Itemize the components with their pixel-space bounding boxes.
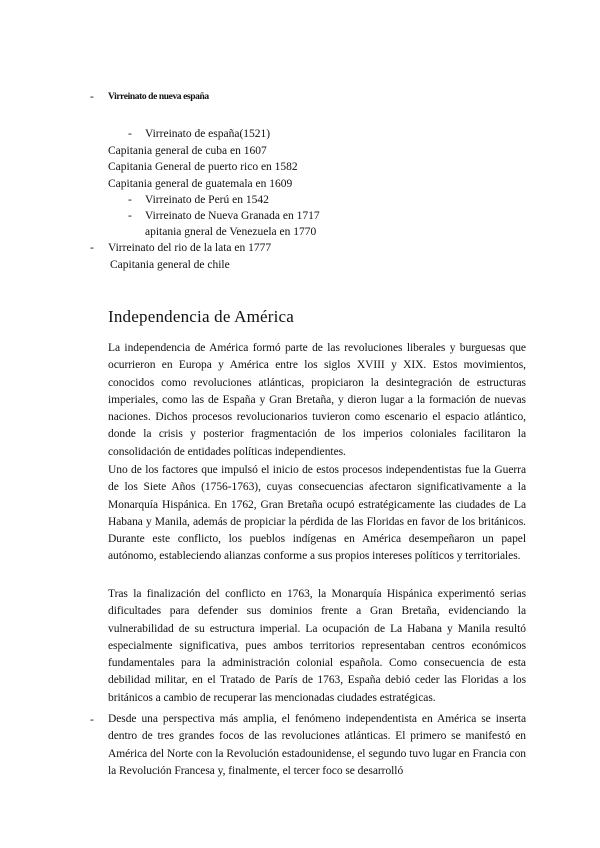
list-dash: - [128,128,132,140]
list-dash: - [90,242,94,254]
list-item: Virreinato de Perú en 1542 [145,194,269,206]
section-title: Independencia de América [108,307,295,326]
list-item: apitania gneral de Venezuela en 1770 [145,226,317,238]
list-item: Capitania general de cuba en 1607 [108,145,267,157]
list-dash: - [90,91,94,103]
list-item: Virreinato de Nueva Granada en 1717 [145,210,320,222]
paragraph: Uno de los factores que impulsó el inicio de estos procesos independentistas fue la Guerra de los Siete Años (1756-1763), cuyas consecuencias afectaron significativamente a la Monarquía Hispánica. En 1762, Gran Bretaña ocupó estratégicamente las ciudades de La Habana y Manila, además de propiciar la pérdida de las Floridas en favor de los británicos. Durante este conflicto, los pueblos indígenas en América desempeñaron un papel autónomo, estableciendo alianzas conforme a sus propios intereses políticos y territoriales. [108,464,526,563]
list-dash: - [128,210,132,222]
list-heading: Virreinato de nueva españa [108,92,209,102]
paragraph: La independencia de América formó parte de las revoluciones liberales y burguesas que ocurrieron en Europa y América entre los siglos XVIII y XIX. Estos movimientos, conocidos como revoluciones atlánticas, propiciaron la desintegración de estructuras imperiales, como las de España y Gran Bretaña, y dieron lugar a la formación de nuevas naciones. Dichos procesos revolucionarios tuvieron como escenario el espacio atlántico, donde la crisis y posterior fragmentación de los imperios coloniales facilitaron la consolidación de entidades políticas independientes. [108,342,526,458]
list-item: Virreinato del rio de la lata en 1777 [108,242,272,254]
list-item: Capitania general de chile [110,259,230,271]
paragraph: Desde una perspectiva más amplia, el fenómeno independentista en América se inserta dentro de tres grandes focos de las revoluciones atlánticas. El primero se manifestó en América del Norte con la Revolución estadounidense, el segundo tuvo lugar en Francia con la Revolución Francesa y, finalmente, el tercer foco se desarrolló [108,713,526,777]
list-dash: - [90,714,94,726]
list-item: Capitania general de guatemala en 1609 [108,178,293,190]
list-item: Virreinato de españa(1521) [145,128,271,140]
list-dash: - [128,194,132,206]
list-item: Capitania General de puerto rico en 1582 [108,161,298,173]
paragraph: Tras la finalización del conflicto en 1763, la Monarquía Hispánica experimentó serias dificultades para defender sus dominios frente a Gran Bretaña, evidenciando la vulnerabilidad de su estructura imperial. La ocupación de La Habana y Manila resultó especialmente significativa, pues ambos territorios representaban centros económicos fundamentales para la administración colonial española. Como consecuencia de esta debilidad militar, en el Tratado de París de 1763, España debió ceder las Floridas a los británicos a cambio de recuperar las mencionadas ciudades estratégicas. [108,588,526,704]
